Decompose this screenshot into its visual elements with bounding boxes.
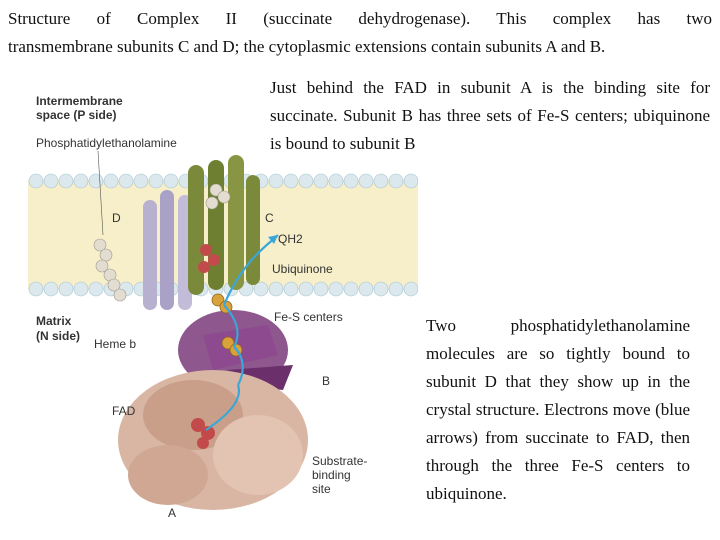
lipid-head: [374, 174, 388, 188]
label-subunit-c: C: [265, 211, 274, 225]
lipid-head: [359, 174, 373, 188]
label-subunit-b: B: [322, 374, 331, 388]
lipid-head: [359, 282, 373, 296]
lipid-head: [89, 174, 103, 188]
lipid-head: [29, 282, 43, 296]
label-n-side: (N side): [36, 329, 81, 343]
complex-ii-structure-figure: [28, 85, 418, 530]
lipid-head: [74, 282, 88, 296]
lipid-head: [29, 174, 43, 188]
label-phosphatidylethanolamine: Phosphatidylethanolamine: [36, 136, 177, 150]
lipid-head: [119, 174, 133, 188]
lipid-head: [89, 282, 103, 296]
lipid-head: [44, 282, 58, 296]
lipid-head: [59, 282, 73, 296]
label-p-side: space (P side): [36, 108, 117, 122]
lipid-head: [269, 174, 283, 188]
lipid-head: [389, 174, 403, 188]
lipid-head: [284, 282, 298, 296]
label-subunit-d: D: [112, 211, 121, 225]
lipid-head: [164, 174, 178, 188]
intro-text: [8, 5, 712, 61]
lipid-head: [59, 174, 73, 188]
lipid-head: [344, 282, 358, 296]
lipid-head: [104, 174, 118, 188]
subunit-a: [118, 370, 308, 510]
label-ubiquinone: Ubiquinone: [272, 262, 333, 276]
lipid-head: [329, 174, 343, 188]
label-substrate-3: site: [312, 482, 331, 496]
lipid-head: [404, 174, 418, 188]
lipid-head: [299, 282, 313, 296]
label-fad: FAD: [112, 404, 136, 418]
label-fes-centers: Fe-S centers: [274, 310, 343, 324]
intro-line-1: Structure of Complex II (succinate dehydrogenase). This complex has two: [8, 9, 712, 28]
lipid-head: [329, 282, 343, 296]
label-intermembrane: Intermembrane: [36, 94, 123, 108]
lipid-head: [299, 174, 313, 188]
lipid-head: [404, 282, 418, 296]
succinate-site-paragraph: Just behind the FAD in subunit A is the binding site for succinate. Subunit B has three sets of Fe-S centers; ubiquinone is bound to subunit B: [270, 78, 710, 153]
lipid-head: [74, 174, 88, 188]
subunit-d: [143, 190, 192, 310]
lipid-head: [134, 174, 148, 188]
lipid-head: [314, 174, 328, 188]
lipid-head: [374, 282, 388, 296]
label-qh2: QH2: [278, 232, 303, 246]
label-substrate-2: binding: [312, 468, 351, 482]
lipid-head: [44, 174, 58, 188]
lipid-head: [314, 282, 328, 296]
lipid-head: [344, 174, 358, 188]
label-heme-b: Heme b: [94, 337, 137, 351]
lipid-head: [269, 282, 283, 296]
intro-line-2: transmembrane subunits C and D; the cytoplasmic extensions contain subunits A and B.: [8, 37, 606, 56]
label-substrate-1: Substrate-: [312, 454, 368, 468]
lipid-head: [149, 174, 163, 188]
label-subunit-a: A: [168, 506, 177, 520]
lipid-head: [284, 174, 298, 188]
label-matrix: Matrix: [36, 314, 72, 328]
electron-flow-paragraph: Two phosphatidylethanolamine molecules are so tightly bound to subunit D that they show up in the crystal structure. Electrons move (blue arrows) from succinate to FAD, then through the three Fe-S centers to ubiquinone.: [426, 316, 690, 503]
lipid-head: [389, 282, 403, 296]
